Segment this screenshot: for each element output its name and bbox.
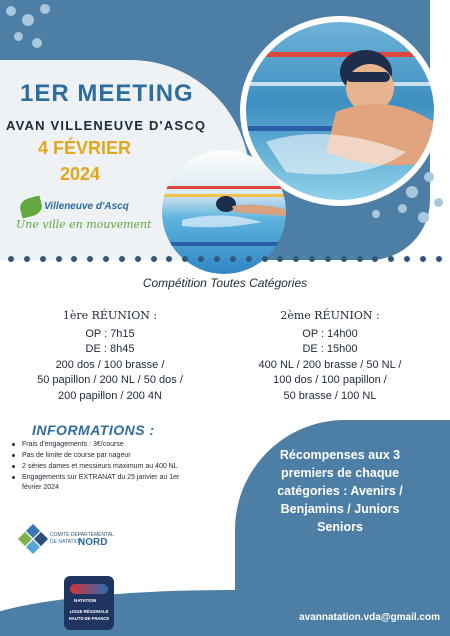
swimmer-illustration — [246, 22, 434, 200]
list-item: Frais d'engagements : 3€/course — [10, 440, 200, 450]
informations-title: INFORMATIONS : — [32, 422, 155, 438]
informations-list — [10, 440, 200, 494]
decor-dot — [372, 210, 380, 218]
competition-subtitle: Compétition Toutes Catégories — [142, 276, 308, 290]
rewards-text: Récompenses aux 3 premiers de chaque catégories : Avenirs / Benjamins / Juniors Seniors — [277, 448, 403, 534]
list-item: Engagements sur EXTRANAT du 25 janvier au 1er février 2024 — [10, 473, 200, 493]
decor-dot — [6, 6, 16, 16]
reunion-2-op: OP : 14h00 — [302, 327, 358, 340]
reunion-1-events: 50 papillon / 200 NL / 50 dos / — [37, 374, 183, 386]
reunion-1-events: 200 dos / 100 brasse / — [55, 358, 165, 371]
diamond-logo-icon — [20, 526, 46, 552]
decor-dot — [40, 4, 50, 14]
list-item: Pas de limite de course par nageur — [10, 451, 200, 461]
decor-dot — [22, 14, 34, 26]
reunion-1-op: OP : 7h15 — [85, 327, 135, 340]
villeneuve-dascq-logo: Villeneuve d'Ascq Une ville en mouvement — [14, 196, 154, 238]
decor-dot — [406, 186, 418, 198]
reunion-2-events: 100 dos / 100 papillon / — [273, 374, 387, 386]
reunion-2-events: 400 NL / 200 brasse / 50 NL / — [258, 358, 402, 371]
meeting-year: 2024 — [60, 164, 101, 184]
decor-dot — [14, 32, 23, 41]
meeting-title: 1ER MEETING — [20, 80, 194, 107]
meeting-date: 4 FÉVRIER — [38, 138, 132, 158]
reunion-1-events: 200 papillon / 200 4N — [58, 389, 162, 402]
dotted-divider — [8, 256, 442, 264]
reunion-2-events: 50 brasse / 100 NL — [283, 389, 377, 402]
ligue-regionale-logo: NATATION LIGUE RÉGIONALE HAUTS-DE-FRANCE — [64, 576, 114, 630]
ffn-stripe-icon — [70, 584, 108, 594]
decor-dot — [32, 38, 42, 48]
decor-dot — [434, 198, 443, 207]
reunion-2-block — [230, 308, 430, 404]
reunion-2-de: DE : 15h00 — [302, 343, 358, 355]
reunion-1-de: DE : 8h45 — [85, 343, 135, 355]
meeting-club-name: AVAN VILLENEUVE D'ASCQ — [6, 118, 207, 133]
leaf-icon — [18, 195, 44, 218]
contact-email: avannatation.vda@gmail.com — [299, 612, 440, 623]
reunion-1-heading: 1ère RÉUNION : — [62, 309, 158, 322]
decor-dot — [424, 172, 434, 182]
reunion-1-block — [10, 308, 210, 404]
comite-departemental-logo: COMITÉ DÉPARTEMENTAL DE NATATION NORD — [20, 524, 120, 558]
list-item: 2 séries dames et messieurs maximum au 400 NL — [10, 462, 200, 472]
decor-dot — [398, 204, 407, 213]
reunion-2-heading: 2ème RÉUNION : — [280, 309, 380, 322]
decor-dot — [418, 212, 429, 223]
